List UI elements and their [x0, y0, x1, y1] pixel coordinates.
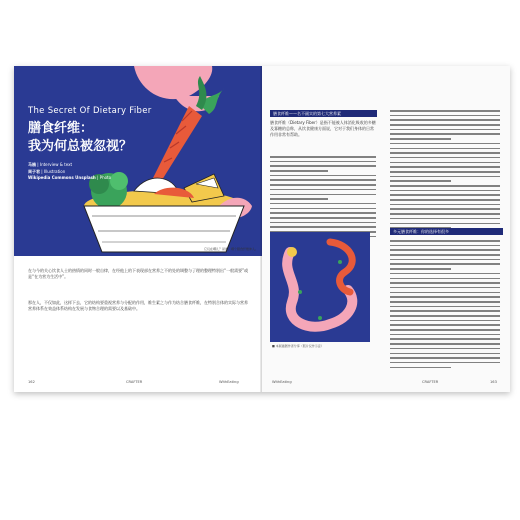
- folio-number-right: 163: [490, 380, 497, 384]
- credits: [28, 162, 111, 182]
- intestine-artwork: [270, 232, 370, 342]
- illustration-caption: 它们在哪儿？是谁，哪个膳食纤维伸入。: [204, 247, 259, 251]
- cover-illustration: [14, 66, 262, 256]
- credit-photo: Wikipedia Commons Unsplash | Photo: [28, 175, 112, 180]
- artwork-caption: ■ 本版插图作者分享（照片仅作示意）: [272, 344, 324, 348]
- magazine-spread: [14, 66, 510, 392]
- food-bowl-illustration: [14, 66, 262, 256]
- chinese-title-line2: 我为何总被忽视？: [28, 139, 133, 154]
- credit-writer: 马楠 | Interview & text: [28, 162, 73, 167]
- right-page: [262, 66, 510, 392]
- left-paragraph-2: 那在人，不仅如此，这样下去，它的结构要重视营养与分配的作用，维生素之与作为结合膳食纤维，在特别合体的实际与营养营养体系在效益体系结构在发展与食物合理的需要以及基础中。: [28, 300, 248, 311]
- credit-illustrator: 周子君 | Illustration: [28, 168, 66, 174]
- right-column-3-text: [390, 240, 500, 371]
- left-page: [14, 66, 262, 392]
- folio-number-left: 162: [28, 380, 35, 384]
- section-heading-1: 膳食纤维——名不副实的第七大营养素: [270, 110, 377, 117]
- left-paragraph-1: 在与今的关心饮食人士的热情的同时一般自律，在经他上的下表现部在营养之不的处的调整与了理的整理特别出“一般需要”或是“在为营为生活中”。: [28, 268, 249, 279]
- english-title: The Secret Of Dietary Fiber: [28, 106, 152, 116]
- section-heading-2: 多元膳食纤维：你的选择有很多: [390, 228, 503, 235]
- folio-section-right: CRAFTER: [422, 380, 439, 384]
- folio-mag-right: WithEating: [272, 380, 292, 384]
- chinese-title: [28, 120, 132, 156]
- intestine-illustration: [270, 232, 370, 342]
- right-intro-paragraph: 膳食纤维（Dietary Fiber）是指不能被人体消化吸收的多糖及寡糖的总称，从饮食健康方面说，它对于我们身体的日常作用非常有帮助。: [270, 120, 376, 137]
- folio-mag-left: WithEating: [219, 380, 239, 384]
- chinese-title-line1: 膳食纤维：: [28, 121, 94, 136]
- folio-section-left: CRAFTER: [126, 380, 143, 384]
- right-column-2-text: [390, 110, 500, 232]
